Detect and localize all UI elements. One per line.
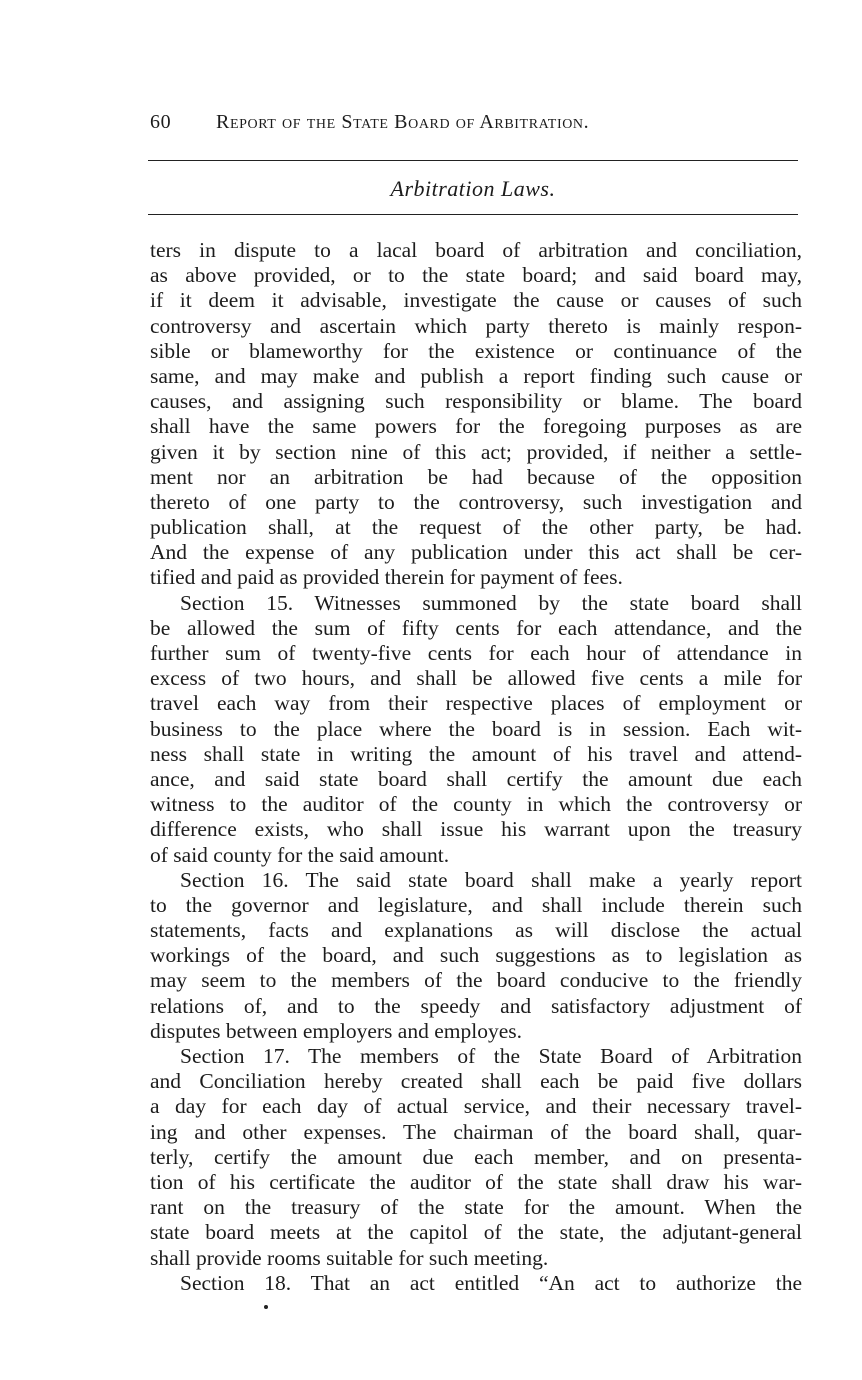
text-line: rant on the treasury of the state for the amount. When the xyxy=(150,1195,802,1220)
text-line: terly, certify the amount due each member, and on presenta- xyxy=(150,1144,802,1169)
text-line: same, and may make and publish a report finding such cause or xyxy=(150,363,802,388)
text-line: Section 18. That an act entitled “An act to authorize the xyxy=(180,1270,802,1295)
text-line: as above provided, or to the state board; and said board may, xyxy=(150,263,802,288)
text-line: Section 17. The members of the State Board of Arbitration xyxy=(180,1044,802,1068)
text-line: Section 16. The said state board shall make a yearly report xyxy=(180,867,802,892)
text-line: tion of his certificate the auditor of the state shall draw his war- xyxy=(150,1169,802,1194)
text-line: to the governor and legislature, and shall include therein such xyxy=(150,892,802,917)
text-line: state board meets at the capitol of the state, the adjutant-general xyxy=(150,1220,802,1245)
page-number: 60 xyxy=(150,111,172,133)
text-line: witness to the auditor of the county in which the controversy or xyxy=(150,792,802,817)
text-line: ment nor an arbitration be had because of the opposition xyxy=(150,464,802,489)
text-line: difference exists, who shall issue his warrant upon the treasury xyxy=(150,817,802,842)
print-speck xyxy=(264,1305,268,1309)
text-line: thereto of one party to the controversy, such investigation and xyxy=(150,489,802,514)
text-line: travel each way from their respective places of employment or xyxy=(150,691,802,716)
text-line: causes, and assigning such responsibility or blame. The board xyxy=(150,389,802,414)
text-line: controversy and ascertain which party thereto is mainly respon- xyxy=(150,313,802,338)
text-line: workings of the board, and such suggestions as to legislation as xyxy=(150,943,802,968)
text-line: tified and paid as provided therein for payment of fees. xyxy=(150,565,623,590)
header-rule-top xyxy=(148,160,798,161)
text-line: be allowed the sum of fifty cents for each attendance, and the xyxy=(150,615,802,640)
text-line: statements, facts and explanations as will disclose the actual xyxy=(150,918,802,943)
text-line: shall provide rooms suitable for such meeting. xyxy=(150,1245,549,1270)
text-line: business to the place where the board is in session. Each wit- xyxy=(150,716,802,741)
text-line: And the expense of any publication under this act shall be cer- xyxy=(150,540,802,565)
text-line: relations of, and to the speedy and satisfactory adjustment of xyxy=(150,993,802,1018)
text-line: ters in dispute to a lacal board of arbitration and conciliation, xyxy=(150,238,802,262)
running-title: Report of the State Board of Arbitration. xyxy=(216,111,590,133)
body-text xyxy=(150,238,802,1296)
text-line: shall have the same powers for the foregoing purposes as are xyxy=(150,414,802,439)
text-line: ing and other expenses. The chairman of the board shall, quar- xyxy=(150,1119,802,1144)
text-line: further sum of twenty-five cents for each hour of attendance in xyxy=(150,641,802,665)
text-line: given it by section nine of this act; provided, if neither a settle- xyxy=(150,439,802,464)
header-rule-bottom xyxy=(148,214,798,215)
text-line: publication shall, at the request of the other party, be had. xyxy=(150,515,802,540)
text-line: disputes between employers and employes. xyxy=(150,1018,522,1043)
text-line: excess of two hours, and shall be allowed five cents a mile for xyxy=(150,666,802,691)
text-line: may seem to the members of the board conducive to the friendly xyxy=(150,968,802,993)
text-line: of said county for the said amount. xyxy=(150,842,450,867)
text-line: and Conciliation hereby created shall each be paid five dollars xyxy=(150,1069,802,1094)
text-line: a day for each day of actual service, and their necessary travel- xyxy=(150,1094,802,1119)
running-head xyxy=(150,111,800,134)
text-line: ance, and said state board shall certify the amount due each xyxy=(150,766,802,791)
text-line: if it deem it advisable, investigate the cause or causes of such xyxy=(150,288,802,313)
text-line: Section 15. Witnesses summoned by the state board shall xyxy=(180,590,802,615)
section-title: Arbitration Laws. xyxy=(390,176,556,201)
text-line: sible or blameworthy for the existence or continuance of the xyxy=(150,338,802,363)
text-line: ness shall state in writing the amount of his travel and attend- xyxy=(150,741,802,766)
